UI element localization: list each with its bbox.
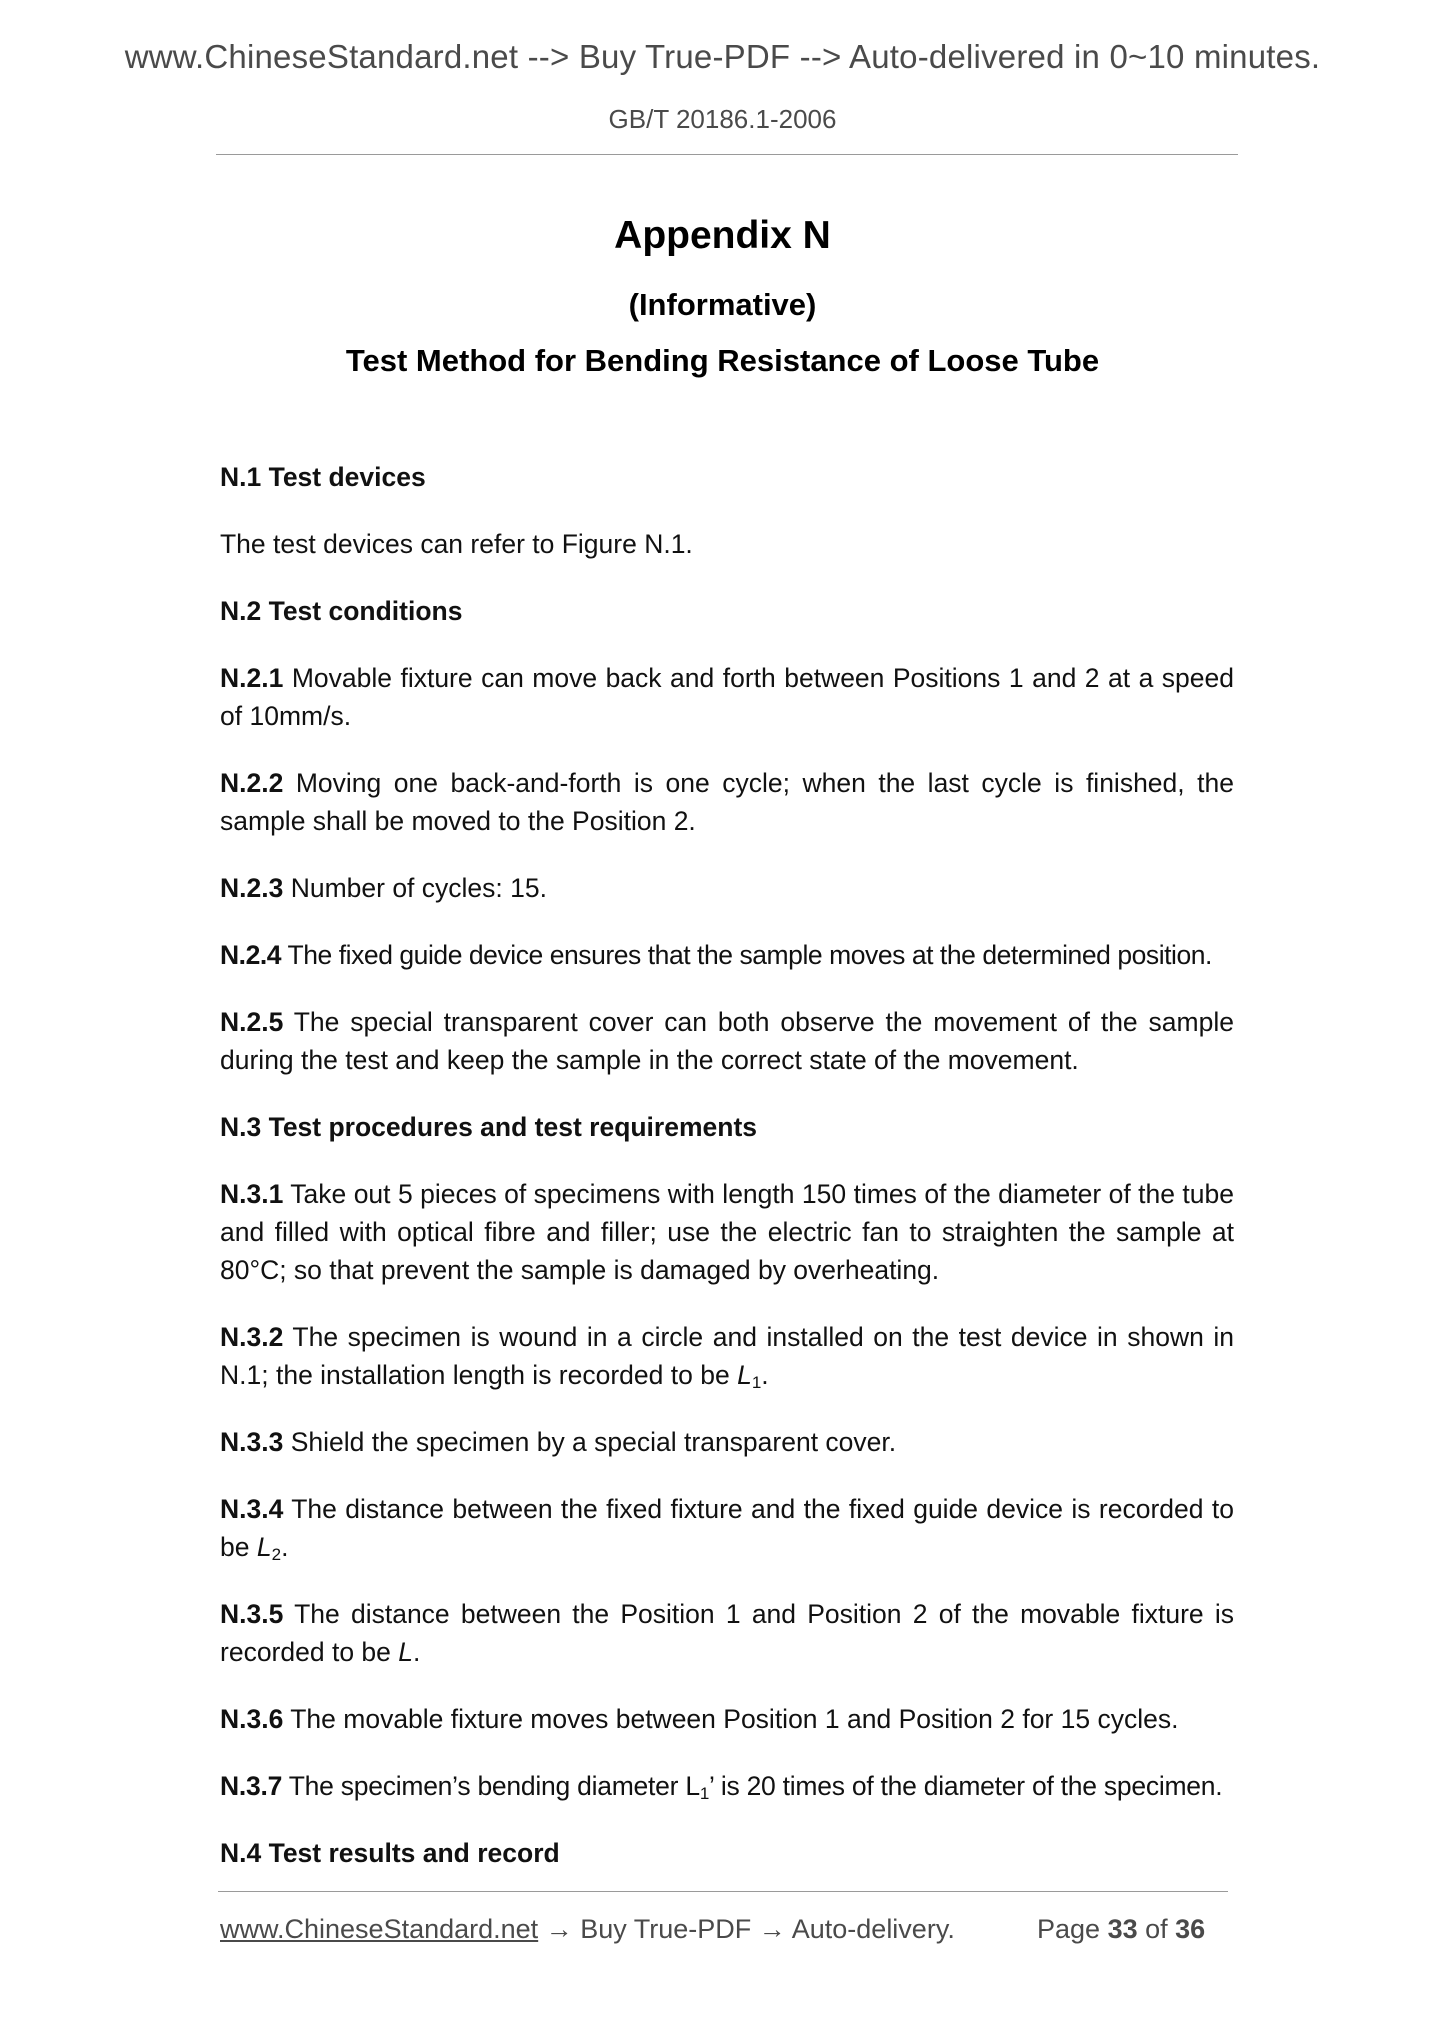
- variable-symbol: L: [398, 1637, 414, 1667]
- clause-n3-7: [220, 1767, 1234, 1805]
- section-heading-n3: N.3 Test procedures and test requirements: [220, 1112, 758, 1142]
- section-heading-n2: N.2 Test conditions: [220, 596, 463, 626]
- clause-n2-4: [220, 936, 1234, 974]
- clause-end: .: [281, 1532, 289, 1562]
- clause-text: The distance between the fixed fixture and the fixed guide device is recorded to be: [220, 1494, 1234, 1562]
- header-divider: [216, 154, 1238, 155]
- clause-number: N.3.4: [220, 1494, 284, 1524]
- variable-symbol: L: [256, 1532, 272, 1562]
- clause-n3-3: [220, 1423, 1234, 1461]
- footer-site-link[interactable]: www.ChineseStandard.net: [220, 1914, 539, 1944]
- section-heading-n1: N.1 Test devices: [220, 462, 426, 492]
- clause-number: N.2.3: [220, 873, 284, 903]
- current-page: 33: [1107, 1914, 1138, 1944]
- variable-symbol: L: [737, 1360, 752, 1390]
- clause-number: N.2.4: [220, 940, 282, 970]
- clause-n2-1: [220, 659, 1234, 735]
- clause-n3-4: [220, 1490, 1234, 1566]
- clause-n2-5: [220, 1003, 1234, 1079]
- clause-text: The specimen is wound in a circle and installed on the test device in shown in N.1; the installation length is recorded to be: [220, 1322, 1234, 1390]
- clause-text: The specimen’s bending diameter L: [282, 1771, 700, 1801]
- clause-end: .: [761, 1360, 769, 1390]
- appendix-title: Appendix N: [614, 214, 831, 257]
- page-indicator: [1037, 1914, 1205, 1945]
- document-body: [220, 458, 1234, 1901]
- of-label: of: [1137, 1914, 1176, 1944]
- appendix-type: (Informative): [628, 287, 817, 322]
- clause-end: .: [413, 1637, 421, 1667]
- appendix-name: Test Method for Bending Resistance of Loose Tube: [345, 343, 1100, 378]
- footer-promo: [220, 1914, 955, 1945]
- clause-n3-6: [220, 1700, 1234, 1738]
- clause-text: The special transparent cover can both observe the movement of the sample during the test and keep the sample in the correct state of the movement.: [220, 1007, 1234, 1075]
- clause-text: The movable fixture moves between Position 1 and Position 2 for 15 cycles.: [283, 1704, 1179, 1734]
- page-label: Page: [1037, 1914, 1108, 1944]
- clause-text: Number of cycles: 15.: [283, 873, 547, 903]
- variable-subscript: 1: [699, 1784, 710, 1803]
- clause-number: N.3.2: [220, 1322, 284, 1352]
- clause-number: N.2.2: [220, 768, 284, 798]
- clause-n2-2: [220, 764, 1234, 840]
- variable-subscript: 1: [751, 1373, 762, 1392]
- clause-n3-5: [220, 1595, 1234, 1671]
- clause-text: The fixed guide device ensures that the sample moves at the determined position.: [281, 940, 1212, 970]
- clause-n3-2: [220, 1318, 1234, 1394]
- site-banner: www.ChineseStandard.net --> Buy True-PDF --> Auto-delivered in 0~10 minutes.: [124, 38, 1321, 75]
- clause-number: N.3.1: [220, 1179, 284, 1209]
- clause-text: Take out 5 pieces of specimens with length 150 times of the diameter of the tube and filled with optical fibre and filler; use the electric fan to straighten the sample at 80°C; so that prevent the sample is damaged by overheating.: [220, 1179, 1234, 1285]
- clause-number: N.3.3: [220, 1427, 284, 1457]
- clause-n3-1: [220, 1175, 1234, 1289]
- clause-text-end: ’ is 20 times of the diameter of the specimen.: [709, 1771, 1223, 1801]
- total-pages: 36: [1175, 1914, 1206, 1944]
- clause-text: Movable fixture can move back and forth between Positions 1 and 2 at a speed of 10mm/s.: [220, 663, 1234, 731]
- clause-text: Shield the specimen by a special transparent cover.: [283, 1427, 897, 1457]
- variable-subscript: 2: [271, 1545, 282, 1564]
- clause-number: N.2.1: [220, 663, 284, 693]
- clause-number: N.2.5: [220, 1007, 284, 1037]
- standard-number: GB/T 20186.1-2006: [608, 104, 837, 134]
- footer-divider: [218, 1891, 1228, 1892]
- clause-text: Moving one back-and-forth is one cycle; when the last cycle is finished, the sample shall be moved to the Position 2.: [220, 768, 1234, 836]
- clause-number: N.3.6: [220, 1704, 284, 1734]
- clause-number: N.3.5: [220, 1599, 284, 1629]
- clause-n2-3: [220, 869, 1234, 907]
- clause-text: The distance between the Position 1 and Position 2 of the movable fixture is recorded to be: [220, 1599, 1234, 1667]
- footer-promo-text: → Buy True-PDF → Auto-delivery.: [538, 1914, 955, 1944]
- paragraph-n1: The test devices can refer to Figure N.1.: [220, 529, 693, 559]
- clause-number: N.3.7: [220, 1771, 283, 1801]
- section-heading-n4: N.4 Test results and record: [220, 1838, 560, 1868]
